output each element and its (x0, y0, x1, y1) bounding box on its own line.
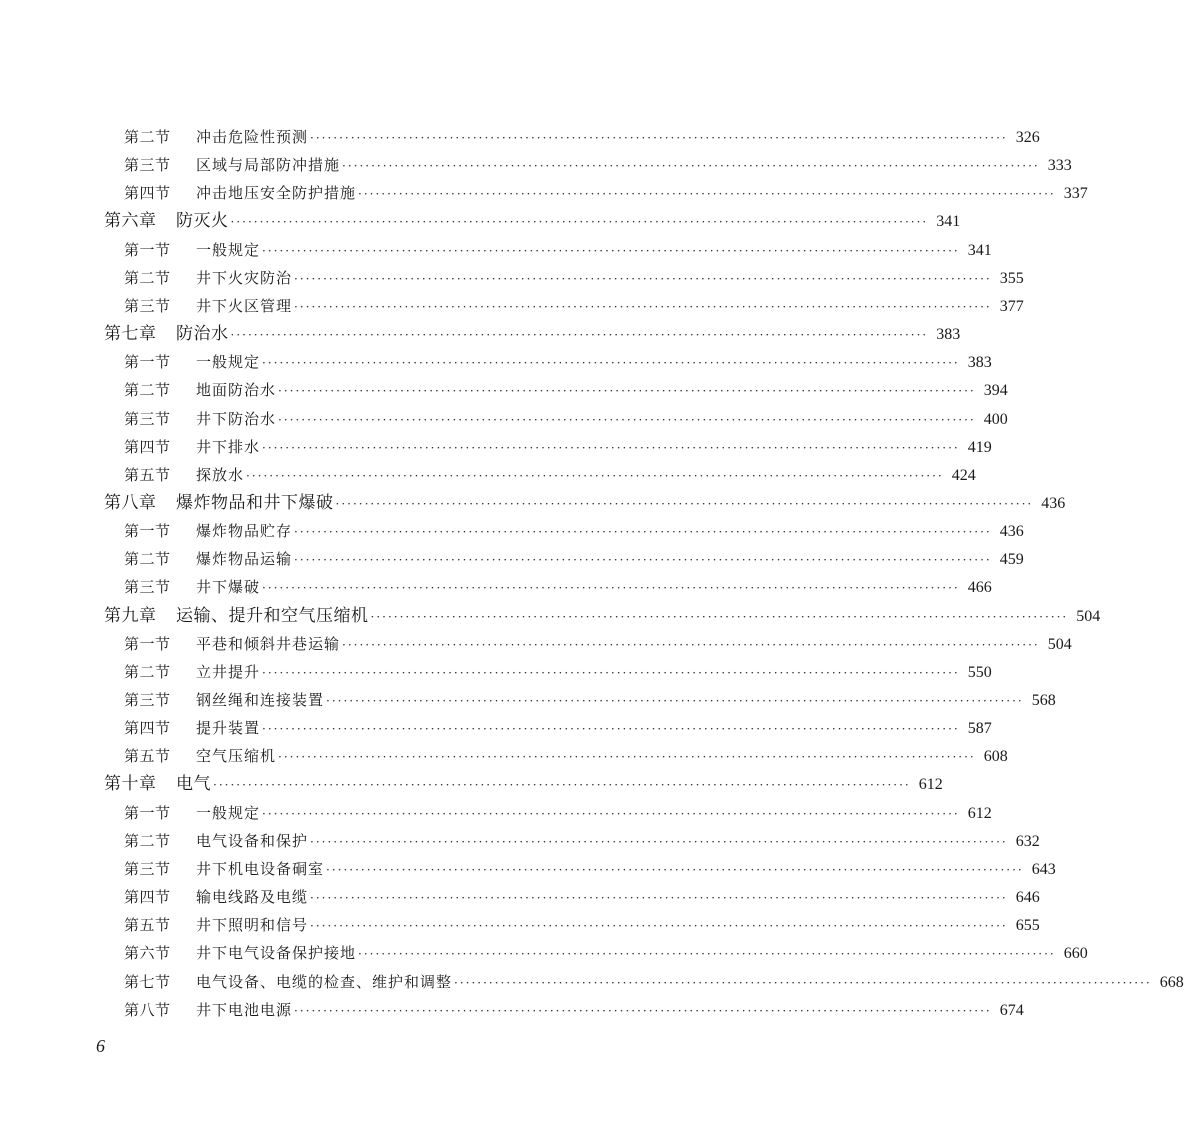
page-reference: 383 (936, 326, 961, 343)
section-label: 第三节 (124, 578, 171, 597)
page-reference: 612 (967, 804, 992, 822)
page-reference: 660 (1063, 945, 1088, 963)
chapter-label: 第六章 (104, 211, 157, 232)
page-reference: 377 (999, 297, 1024, 315)
toc-chapter-entry (104, 490, 1066, 516)
dot-leader: ························································································································ (262, 440, 960, 455)
toc-chapter-entry (104, 208, 961, 234)
section-title: 井下爆破 (196, 578, 261, 597)
section-label: 第三节 (124, 409, 171, 428)
page-reference: 674 (999, 1001, 1024, 1019)
section-title: 钢丝绳和连接装置 (196, 691, 325, 709)
dot-leader: ························································································································ (358, 947, 1056, 962)
section-title: 爆炸物品运输 (196, 550, 293, 569)
page-reference: 466 (967, 579, 992, 597)
section-label: 第五节 (124, 916, 171, 935)
dot-leader: ························································································································ (230, 215, 929, 230)
dot-leader: ························································································································ (262, 665, 960, 680)
page-number: 6 (96, 1036, 105, 1056)
section-title: 一般规定 (196, 353, 261, 372)
toc-section-entry (124, 856, 1056, 882)
section-label: 第四节 (124, 437, 171, 456)
dot-leader: ························································································································ (342, 637, 1040, 652)
section-title: 冲击危险性预测 (196, 128, 309, 146)
section-title: 提升装置 (196, 719, 261, 738)
dot-leader: ························································································································ (246, 468, 944, 483)
page-reference: 504 (1047, 635, 1072, 653)
dot-leader: ························································································································ (358, 187, 1056, 202)
section-title: 探放水 (196, 465, 245, 484)
page-reference: 436 (1041, 494, 1066, 512)
toc-section-entry (124, 884, 1040, 910)
dot-leader: ························································································································ (262, 243, 960, 258)
page-reference: 459 (999, 551, 1024, 569)
section-label: 第四节 (124, 719, 171, 738)
page-reference: 383 (967, 354, 992, 372)
toc-section-entry (124, 828, 1040, 854)
dot-leader: ························································································································ (294, 525, 992, 540)
page-reference: 646 (1015, 889, 1040, 906)
page-reference: 424 (951, 466, 976, 484)
toc-section-entry (124, 349, 992, 375)
dot-leader: ························································································································ (294, 299, 992, 314)
toc-section-entry (124, 434, 992, 460)
chapter-title: 电气 (176, 774, 211, 795)
chapter-title: 防治水 (176, 324, 229, 344)
toc-section-entry (124, 997, 1024, 1023)
section-label: 第三节 (124, 691, 171, 709)
page-reference: 568 (1031, 692, 1056, 709)
dot-leader: ························································································································ (342, 159, 1040, 174)
section-title: 井下防治水 (196, 409, 277, 428)
toc-section-entry (124, 152, 1072, 178)
dot-leader: ························································································································ (262, 722, 960, 737)
section-title: 平巷和倾斜井巷运输 (196, 634, 341, 653)
chapter-label: 第十章 (104, 774, 157, 795)
dot-leader: ························································································································ (326, 694, 1024, 708)
page-reference: 400 (983, 410, 1008, 428)
section-title: 地面防治水 (196, 381, 277, 400)
chapter-title: 运输、提升和空气压缩机 (176, 605, 369, 626)
section-label: 第三节 (124, 296, 171, 315)
section-label: 第二节 (124, 662, 171, 681)
dot-leader: ························································································································ (310, 131, 1008, 145)
toc-section-entry (124, 180, 1088, 206)
section-title: 区域与局部防冲措施 (196, 156, 341, 175)
toc-section-entry (124, 265, 1024, 291)
dot-leader: ························································································································ (454, 975, 1152, 990)
dot-leader: ························································································································ (335, 496, 1034, 511)
section-label: 第四节 (124, 888, 171, 906)
section-title: 井下火灾防治 (196, 268, 293, 287)
section-label: 第二节 (124, 550, 171, 569)
dot-leader: ························································································································ (213, 778, 911, 793)
section-label: 第七节 (124, 972, 171, 991)
dot-leader: ························································································································ (262, 806, 960, 821)
toc-section-entry (124, 940, 1088, 966)
page-reference: 668 (1159, 973, 1184, 991)
page-reference: 333 (1047, 157, 1072, 175)
page-reference: 326 (1015, 129, 1040, 146)
page-reference: 341 (936, 213, 961, 231)
section-title: 一般规定 (196, 240, 261, 259)
section-label: 第三节 (124, 859, 171, 878)
dot-leader: ························································································································ (262, 581, 960, 596)
toc-section-entry (124, 659, 992, 685)
section-title: 冲击地压安全防护措施 (196, 184, 357, 203)
dot-leader: ························································································································ (278, 750, 976, 765)
dot-leader: ························································································································ (310, 834, 1008, 849)
toc-section-entry (124, 406, 1008, 432)
toc-section-entry (124, 743, 1008, 769)
dot-leader: ························································································································ (278, 384, 976, 399)
toc-section-entry (124, 912, 1040, 938)
page-reference: 655 (1015, 917, 1040, 935)
toc-section-entry (124, 687, 1056, 713)
toc-section-entry (124, 546, 1024, 572)
dot-leader: ························································································································ (310, 919, 1008, 934)
page-reference: 436 (999, 523, 1024, 541)
section-label: 第一节 (124, 522, 171, 541)
page-reference: 355 (999, 269, 1024, 287)
page-reference: 394 (983, 382, 1008, 400)
section-title: 输电线路及电缆 (196, 888, 309, 906)
section-label: 第八节 (124, 1000, 171, 1019)
page-reference: 643 (1031, 860, 1056, 878)
section-title: 电气设备和保护 (196, 831, 309, 850)
toc-section-entry (124, 462, 976, 488)
dot-leader: ························································································································ (230, 328, 929, 342)
section-title: 一般规定 (196, 803, 261, 822)
toc-chapter-entry (104, 321, 961, 347)
section-title: 爆炸物品贮存 (196, 522, 293, 541)
section-label: 第二节 (124, 381, 171, 400)
page-reference: 608 (983, 748, 1008, 766)
toc-chapter-entry (104, 603, 1101, 629)
toc-section-entry (124, 293, 1024, 319)
chapter-label: 第七章 (104, 324, 157, 344)
chapter-label: 第九章 (104, 605, 157, 626)
section-label: 第六节 (124, 944, 171, 963)
section-label: 第一节 (124, 634, 171, 653)
page-reference: 419 (967, 438, 992, 456)
section-title: 井下机电设备硐室 (196, 859, 325, 878)
page-reference: 587 (967, 720, 992, 738)
chapter-title: 防灭火 (176, 211, 229, 232)
dot-leader: ························································································································ (310, 891, 1008, 905)
toc-section-entry (124, 631, 1072, 657)
dot-leader: ························································································································ (278, 412, 976, 427)
toc-section-entry (124, 715, 992, 741)
page-reference: 337 (1063, 185, 1088, 203)
page-reference: 550 (967, 663, 992, 681)
section-title: 井下火区管理 (196, 296, 293, 315)
section-label: 第二节 (124, 831, 171, 850)
section-title: 井下照明和信号 (196, 916, 309, 935)
section-label: 第四节 (124, 184, 171, 203)
chapter-label: 第八章 (104, 492, 157, 513)
section-label: 第三节 (124, 156, 171, 175)
section-label: 第五节 (124, 747, 171, 766)
section-title: 井下电气设备保护接地 (196, 944, 357, 963)
dot-leader: ························································································································ (294, 553, 992, 568)
section-label: 第一节 (124, 240, 171, 259)
toc-section-entry (124, 800, 992, 826)
page-reference: 632 (1015, 832, 1040, 850)
section-label: 第一节 (124, 803, 171, 822)
dot-leader: ························································································································ (326, 862, 1024, 877)
section-title: 电气设备、电缆的检查、维护和调整 (196, 972, 453, 991)
section-label: 第五节 (124, 465, 171, 484)
dot-leader: ························································································································ (262, 356, 960, 371)
section-title: 空气压缩机 (196, 747, 277, 766)
toc-section-entry (124, 969, 1184, 995)
dot-leader: ························································································································ (294, 1003, 992, 1018)
toc-section-entry (124, 124, 1040, 150)
dot-leader: ························································································································ (294, 271, 992, 286)
page-reference: 504 (1076, 607, 1101, 625)
dot-leader: ························································································································ (370, 609, 1069, 624)
toc-section-entry (124, 518, 1024, 544)
section-label: 第二节 (124, 268, 171, 287)
toc-section-entry (124, 574, 992, 600)
toc-chapter-entry (104, 771, 943, 797)
chapter-title: 爆炸物品和井下爆破 (176, 492, 334, 513)
section-title: 井下排水 (196, 437, 261, 456)
toc-section-entry (124, 377, 1008, 403)
page-reference: 341 (967, 241, 992, 259)
section-title: 立井提升 (196, 662, 261, 681)
section-label: 第二节 (124, 128, 171, 146)
toc-section-entry (124, 237, 992, 263)
page-reference: 612 (918, 776, 943, 794)
section-title: 井下电池电源 (196, 1000, 293, 1019)
section-label: 第一节 (124, 353, 171, 372)
